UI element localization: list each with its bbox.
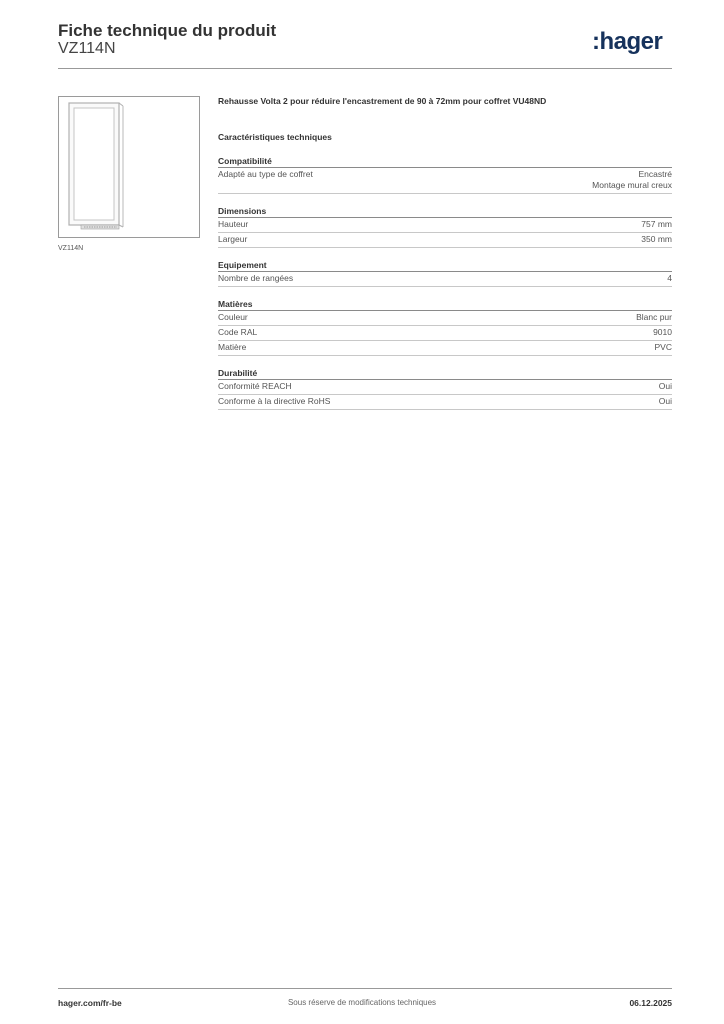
spec-value: 350 mm — [641, 234, 672, 244]
spec-value: PVC — [654, 342, 672, 352]
specs-heading: Caractéristiques techniques — [218, 132, 332, 142]
footer-notice: Sous réserve de modifications techniques — [287, 998, 437, 1007]
spec-row — [218, 218, 672, 233]
spec-label: Hauteur — [218, 219, 249, 229]
spec-value: 4 — [667, 273, 672, 283]
spec-row — [218, 395, 672, 410]
spec-value: Blanc pur — [636, 312, 672, 322]
spec-label: Largeur — [218, 234, 248, 244]
spec-label: Code RAL — [218, 327, 258, 337]
spec-label: Adapté au type de coffret — [218, 169, 313, 179]
group-title: Equipement — [218, 259, 672, 272]
spec-value: 757 mm — [641, 219, 672, 229]
spec-label: Couleur — [218, 312, 248, 322]
spec-label: Matière — [218, 342, 247, 352]
footer-divider — [58, 988, 672, 989]
spec-content — [218, 94, 672, 410]
footer-date: 06.12.2025 — [629, 998, 672, 1008]
spec-row — [218, 326, 672, 341]
footer-website-link[interactable]: hager.com/fr-be — [58, 998, 122, 1008]
group-title: Matières — [218, 298, 672, 311]
spec-value: Oui — [658, 396, 672, 406]
image-caption: VZ114N — [58, 245, 84, 252]
spec-group-compatibility — [218, 155, 672, 194]
spec-value: 9010 — [653, 327, 672, 337]
spec-row — [218, 168, 672, 194]
spec-group-materials — [218, 298, 672, 356]
spec-value: Oui — [658, 381, 672, 391]
spec-row — [218, 233, 672, 248]
group-title: Dimensions — [218, 205, 672, 218]
spec-label: Nombre de rangées — [218, 273, 294, 283]
group-title: Compatibilité — [218, 155, 672, 168]
hager-logo: :hager — [592, 28, 663, 55]
product-description: Rehausse Volta 2 pour réduire l'encastrement de 90 à 72mm pour coffret VU48ND — [218, 96, 547, 106]
spec-row — [218, 311, 672, 326]
header-divider — [58, 68, 672, 69]
spec-group-dimensions — [218, 205, 672, 248]
product-reference: VZ114N — [58, 40, 116, 57]
frame-illustration — [59, 97, 199, 237]
spec-group-equipment — [218, 259, 672, 287]
spec-row — [218, 341, 672, 356]
page-title: Fiche technique du produit — [58, 21, 277, 40]
group-title: Durabilité — [218, 367, 672, 380]
spec-row — [218, 272, 672, 287]
product-image — [58, 96, 200, 238]
spec-label: Conforme à la directive RoHS — [218, 396, 331, 406]
spec-label: Conformité REACH — [218, 381, 292, 391]
spec-row — [218, 380, 672, 395]
spec-value: Encastré Montage mural creux — [592, 169, 672, 190]
spec-group-durability — [218, 367, 672, 410]
